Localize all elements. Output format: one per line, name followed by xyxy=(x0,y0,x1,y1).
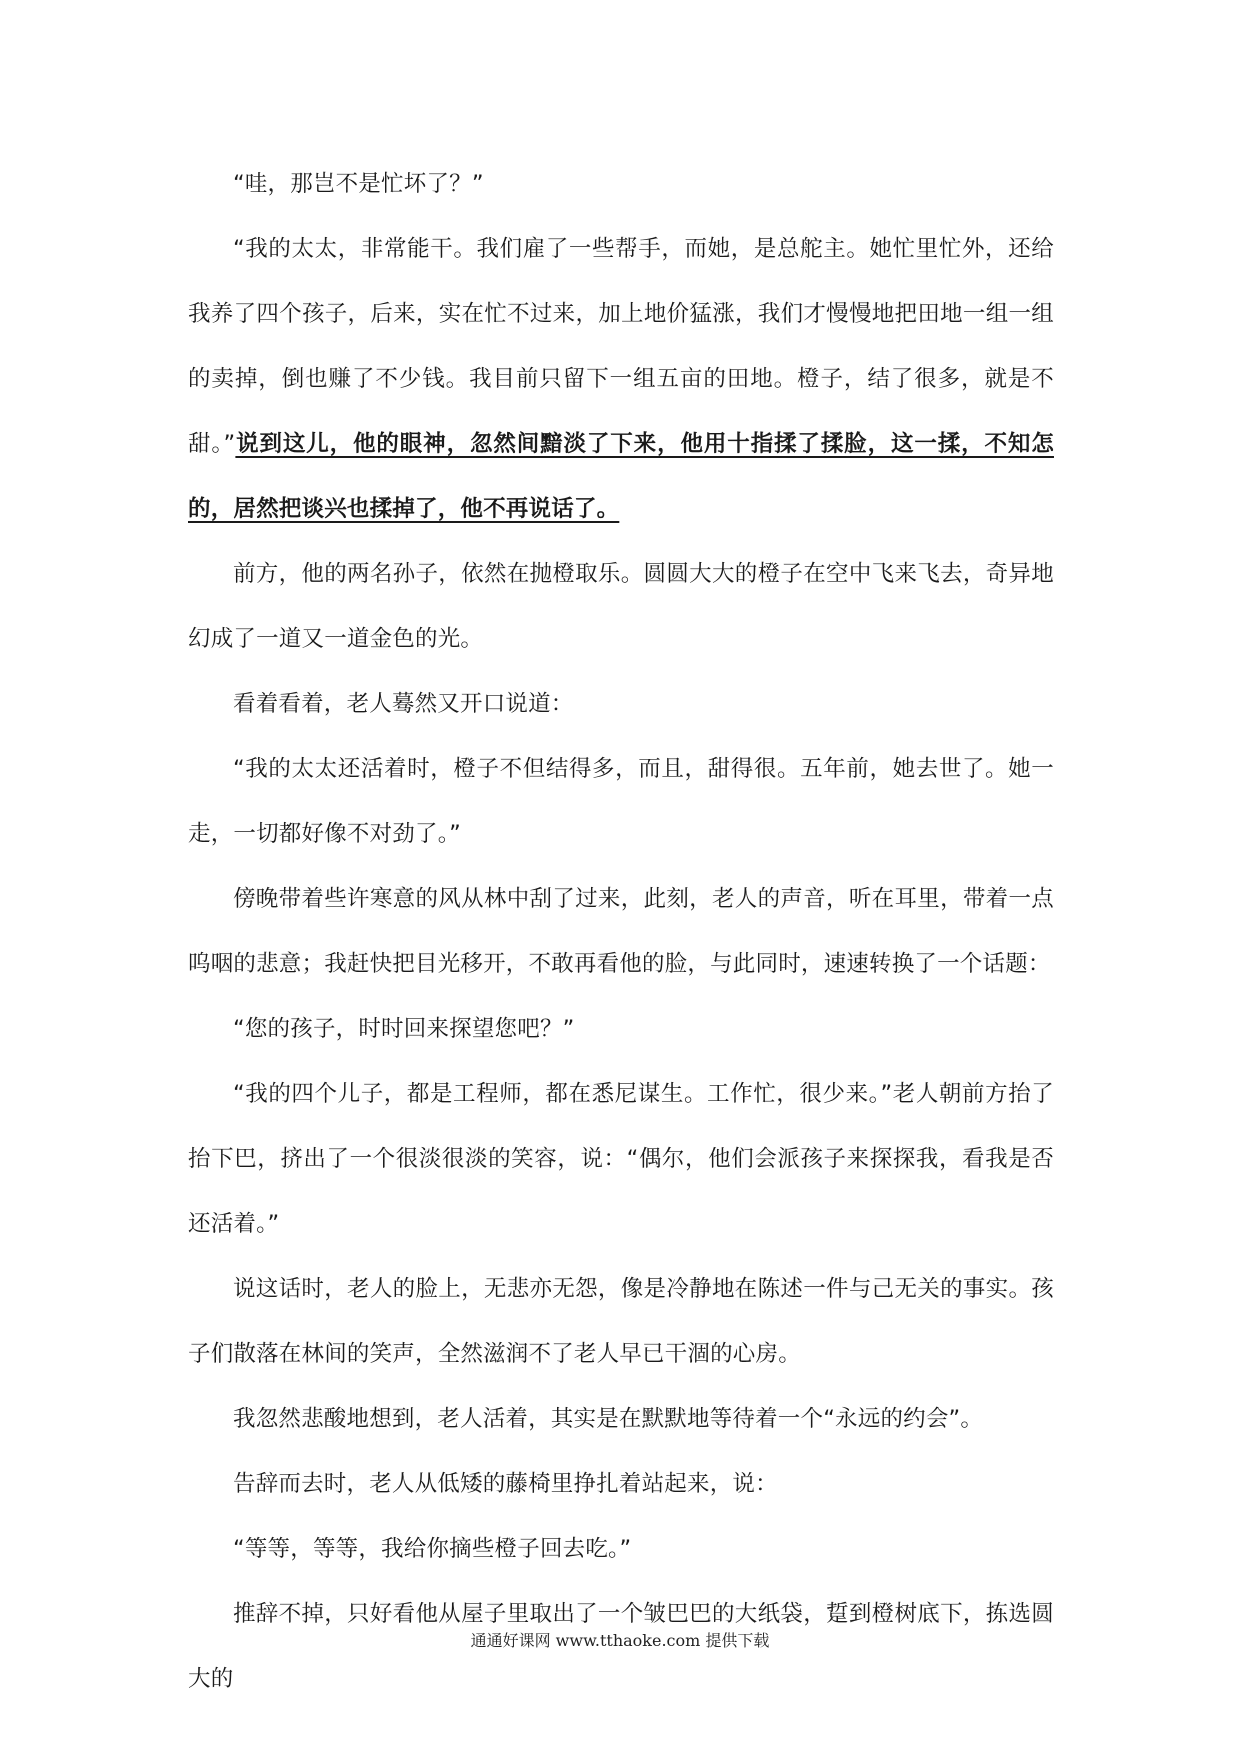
paragraph: 推辞不掉，只好看他从屋子里取出了一个皱巴巴的大纸袋，踅到橙树底下，拣选圆大的 xyxy=(188,1601,1054,1692)
paragraph: 我忽然悲酸地想到，老人活着，其实是在默默地等待着一个“永远的约会”。 xyxy=(233,1406,984,1432)
emphasized-sentence: 说到这儿，他的眼神，忽然间黯淡了下来，他用十指揉了揉脸，这一揉，不知怎的，居然把谈兴也揉掉了，他不再说话了。 xyxy=(188,431,1054,522)
paragraph: 傍晚带着些许寒意的风从林中刮了过来，此刻，老人的声音，听在耳里，带着一点呜咽的悲意；我赶快把目光移开，不敢再看他的脸，与此同时，速速转换了一个话题： xyxy=(188,886,1054,977)
paragraph: 说这话时，老人的脸上，无悲亦无怨，像是冷静地在陈述一件与己无关的事实。孩子们散落在林间的笑声，全然滋润不了老人早已干涸的心房。 xyxy=(188,1276,1054,1367)
paragraph: “哇，那岂不是忙坏了？” xyxy=(233,171,484,197)
paragraph: “您的孩子，时时回来探望您吧？” xyxy=(233,1016,575,1042)
paragraph xyxy=(188,217,1054,542)
paragraph: 告辞而去时，老人从低矮的藤椅里挣扎着站起来，说： xyxy=(233,1471,778,1497)
paragraph: 前方，他的两名孙子，依然在抛橙取乐。圆圆大大的橙子在空中飞来飞去，奇异地幻成了一道又一道金色的光。 xyxy=(188,561,1054,652)
page-footer: 通通好课网 www.tthaoke.com 提供下载 xyxy=(470,1631,770,1650)
paragraph: “我的四个儿子，都是工程师，都在悉尼谋生。工作忙，很少来。”老人朝前方抬了抬下巴，挤出了一个很淡很淡的笑容，说：“偶尔，他们会派孩子来探探我，看我是否还活着。” xyxy=(188,1081,1054,1237)
paragraph-text: “我的太太，非常能干。我们雇了一些帮手，而她，是总舵主。她忙里忙外，还给我养了四个孩子，后来，实在忙不过来，加上地价猛涨，我们才慢慢地把田地一组一组的卖掉，倒也赚了不少钱。我目前只留下一组五亩的田地。橙子，结了很多，就是不甜。” xyxy=(188,236,1054,457)
paragraph: “等等，等等，我给你摘些橙子回去吃。” xyxy=(233,1536,632,1562)
paragraph: “我的太太还活着时，橙子不但结得多，而且，甜得很。五年前，她去世了。她一走，一切都好像不对劲了。” xyxy=(188,756,1054,847)
paragraph: 看着看着，老人蓦然又开口说道： xyxy=(233,691,574,717)
document-body xyxy=(188,152,1054,1712)
